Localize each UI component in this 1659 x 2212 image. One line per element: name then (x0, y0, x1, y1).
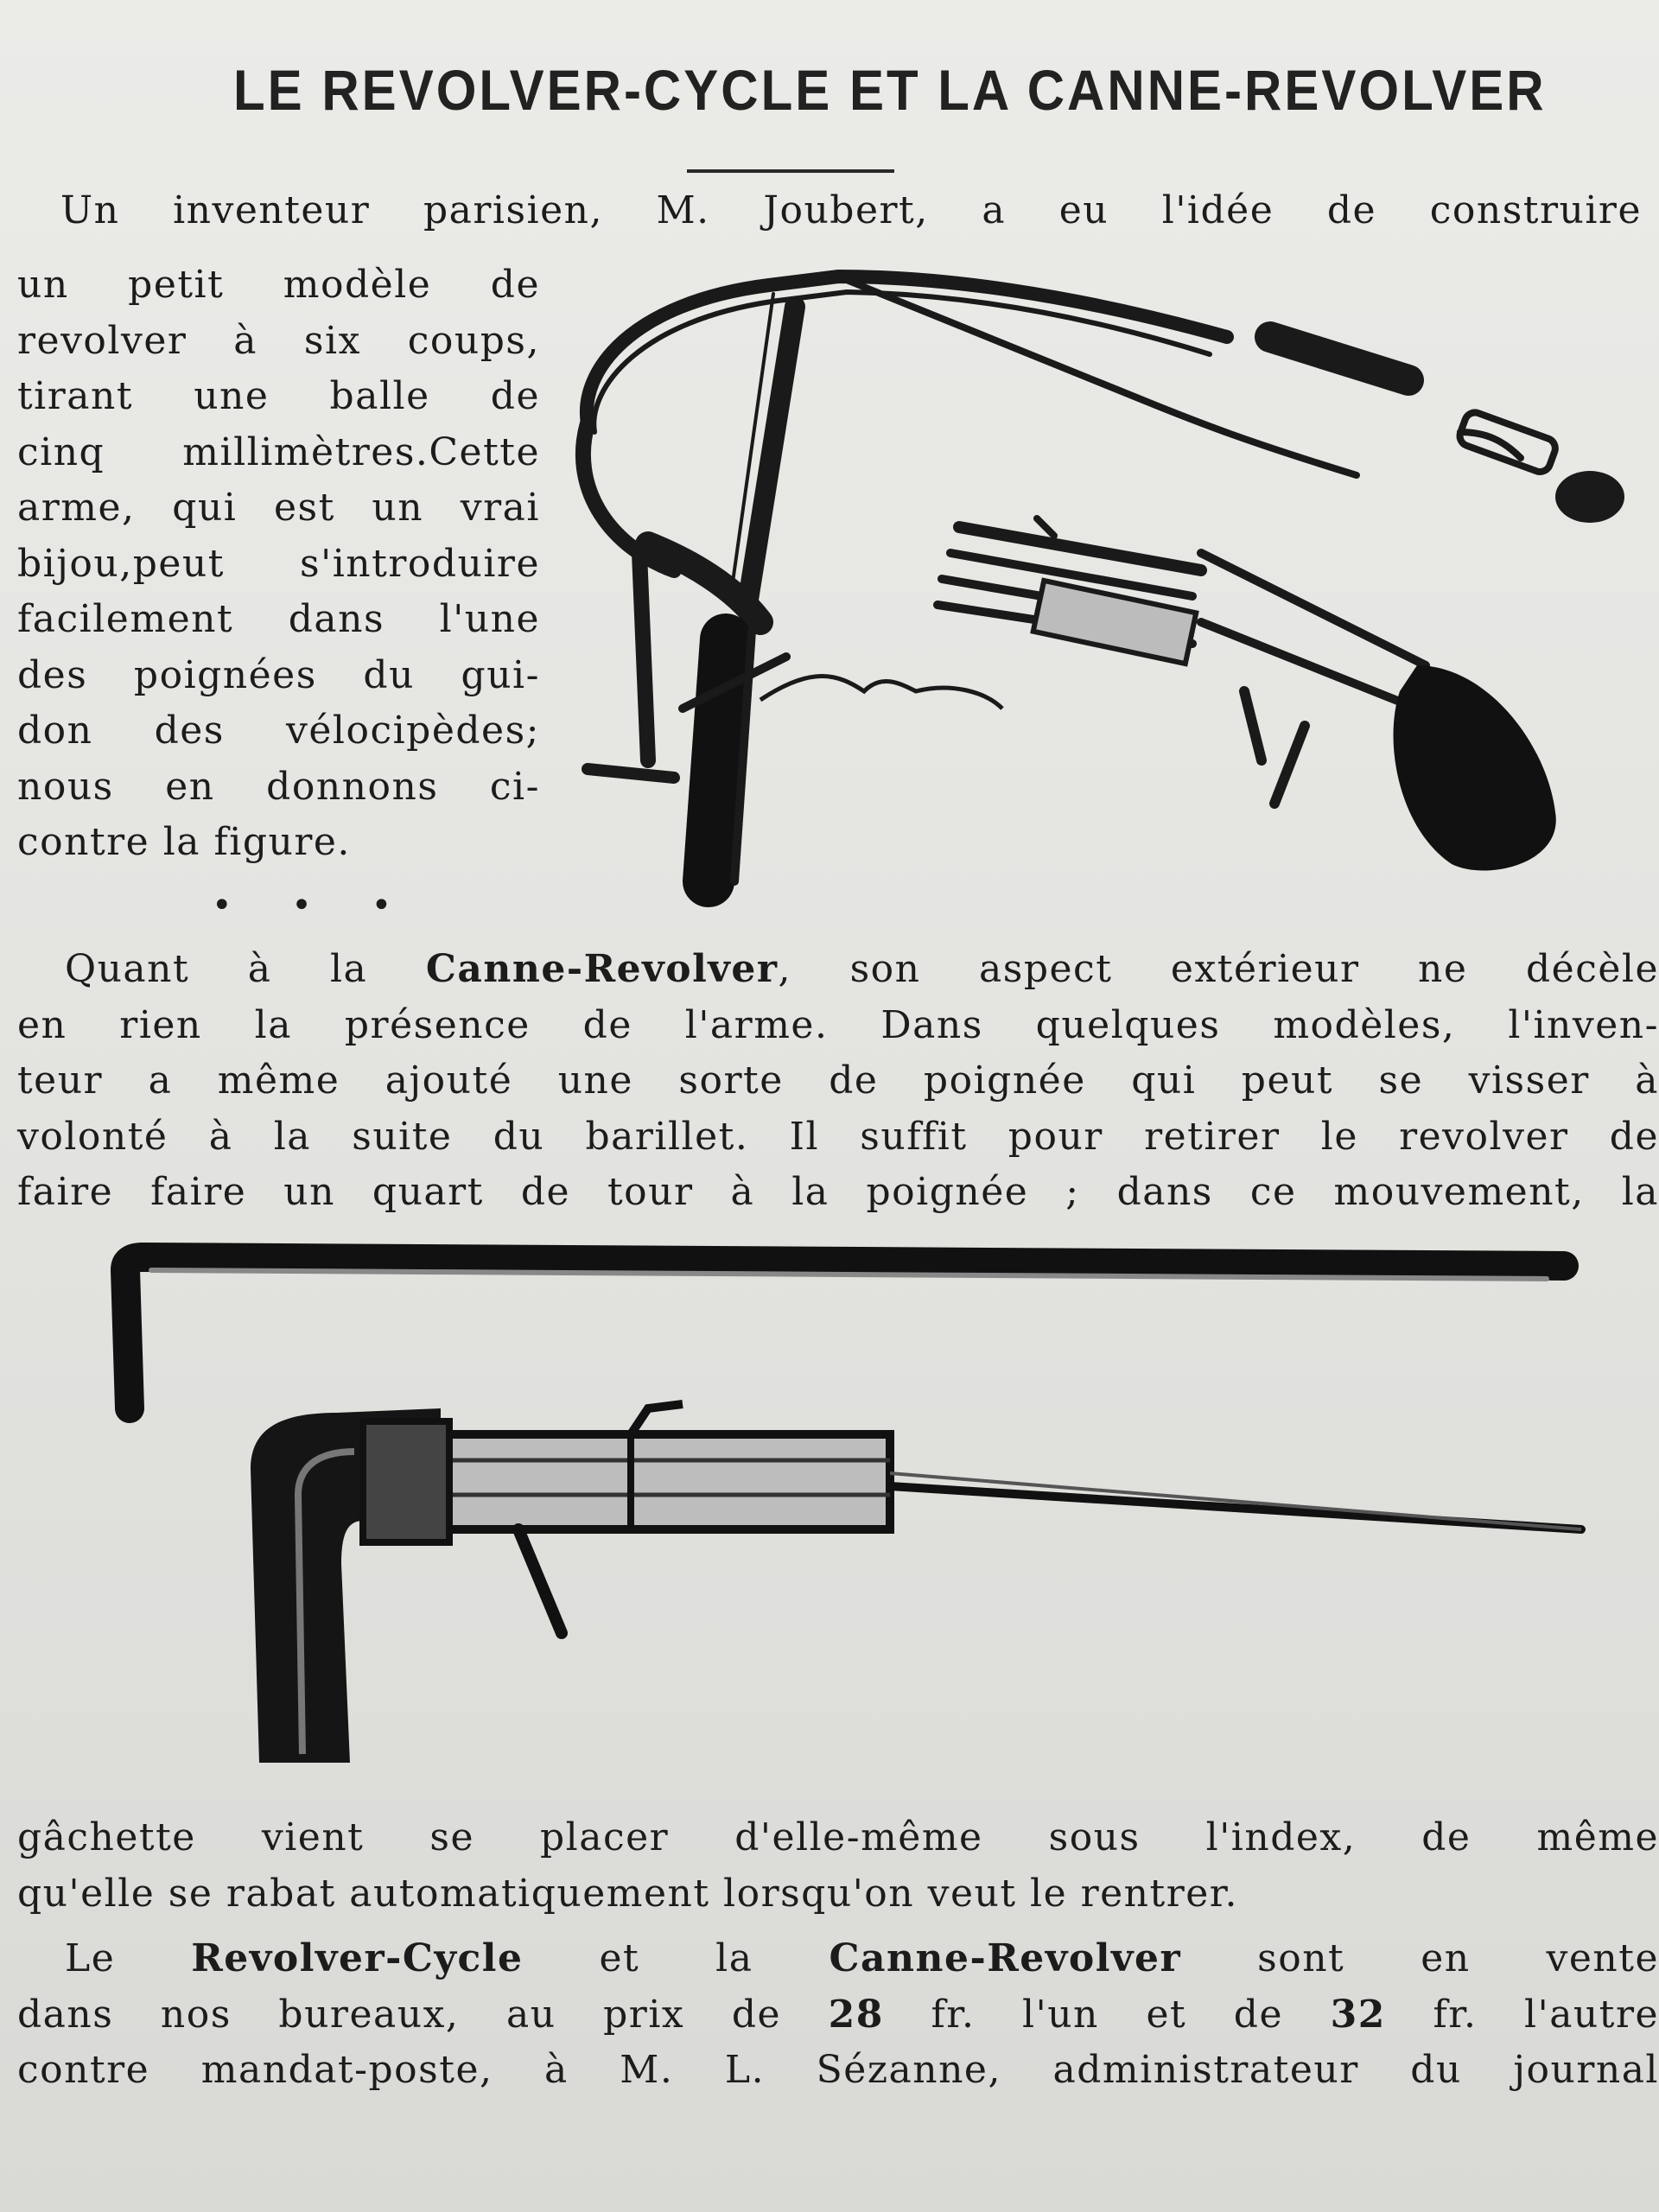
text-line: facilement dans l'une (17, 597, 540, 641)
bold-term: Canne-Revolver (425, 947, 779, 991)
text-line (17, 942, 1659, 998)
text-span: et la (523, 1936, 830, 1980)
handlebar-with-revolver-illustration (553, 259, 1642, 916)
text-line: faire faire un quart de tour à la poignée ; dans ce mouvement, la (17, 1170, 1659, 1214)
bold-term: Canne-Revolver (829, 1936, 1182, 1980)
text-line: nous en donnons ci- (17, 764, 540, 809)
text-line: bijou,peut s'introduire (17, 541, 540, 586)
paragraph-2 (17, 942, 1659, 1221)
title-underline (687, 169, 894, 173)
text-line: don des vélocipèdes; (17, 709, 540, 753)
text-span: sont en vente (1181, 1936, 1659, 1980)
text-line: revolver à six coups, (17, 318, 540, 363)
cane-revolver-illustration (78, 1236, 1599, 1797)
paragraph-4 (17, 1931, 1659, 2099)
text-line: en rien la présence de l'arme. Dans quelques modèles, l'inven- (17, 1002, 1659, 1047)
section-separator: • • • (212, 886, 416, 925)
text-line: Un inventeur parisien, M. Joubert, a eu l'idée de construire (60, 188, 1642, 232)
text-line: tirant une balle de (17, 374, 540, 418)
price-value: 32 (1330, 1992, 1386, 2037)
text-line: arme, qui est un vrai (17, 486, 540, 530)
text-line: contre la figure. (17, 820, 351, 864)
text-span: Le (65, 1936, 192, 1980)
bold-term: Revolver-Cycle (191, 1936, 524, 1980)
text-line: teur a même ajouté une sorte de poignée qui peut se visser à (17, 1058, 1659, 1103)
text-line (17, 1987, 1659, 2044)
paragraph-1-first-line (60, 183, 1642, 239)
text-line: qu'elle se rabat automatiquement lorsqu'on veut le rentrer. (17, 1871, 1238, 1916)
text-span: fr. l'un et de (883, 1992, 1331, 2037)
article-title: LE REVOLVER-CYCLE ET LA CANNE-REVOLVER (233, 58, 1547, 123)
text-line (17, 1931, 1659, 1987)
paragraph-1-column (17, 257, 540, 871)
text-line: contre mandat-poste, à M. L. Sézanne, administrateur du journal (17, 2048, 1659, 2092)
text-line: des poignées du gui- (17, 652, 540, 697)
text-span: fr. l'autre (1385, 1992, 1659, 2037)
text-span: Quant à la (65, 947, 426, 991)
text-line: gâchette vient se placer d'elle-même sous l'index, de même (17, 1815, 1659, 1859)
text-line: cinq millimètres.Cette (17, 429, 540, 474)
text-line: un petit modèle de (17, 263, 540, 307)
price-value: 28 (828, 1992, 884, 2037)
text-line: volonté à la suite du barillet. Il suffit pour retirer le revolver de (17, 1114, 1659, 1159)
text-span: dans nos bureaux, au prix de (17, 1992, 829, 2037)
text-span: , son aspect extérieur ne décèle (778, 947, 1659, 991)
paragraph-3 (17, 1810, 1659, 1922)
